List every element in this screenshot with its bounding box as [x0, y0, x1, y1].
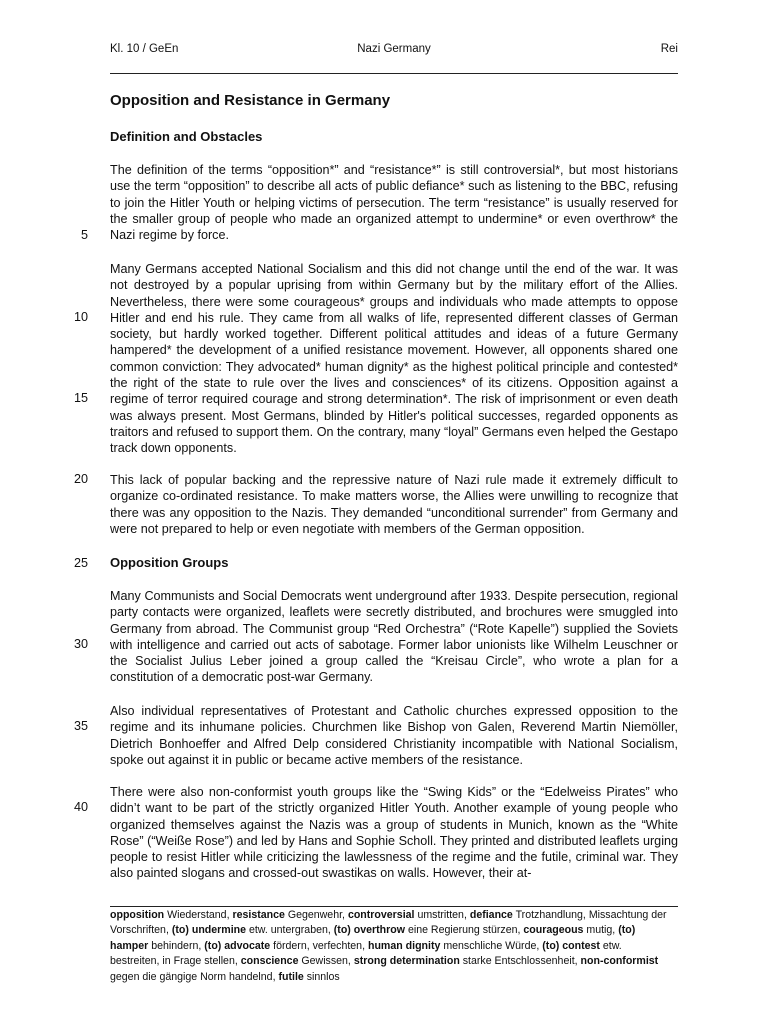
page-title: Opposition and Resistance in Germany	[110, 92, 391, 109]
header-topic: Nazi Germany	[357, 43, 431, 55]
paragraph-communists: Many Communists and Social Democrats went underground after 1933. Despite persecution, regional party contacts were organized, leaflets were secretly distributed, and brochures were smuggled into Germany from abroad. The Communist group “Red Orchestra” (“Rote Kapelle”) supplied the Soviets with intelligence and carried out acts of sabotage. Former labor unionists like Wilhelm Leuschner or the Socialist Julius Leber joined a group called the “Kreisau Circle”, who wrote a plan for a constitution of a democratic post-war Germany.	[110, 589, 678, 685]
line-number: 40	[73, 800, 88, 814]
glossary-term: resistance	[232, 909, 285, 921]
line-number: 10	[73, 310, 88, 324]
paragraph-lack-of-backing: This lack of popular backing and the repressive nature of Nazi rule made it extremely difficult to organize co-ordinated resistance. To make matters worse, the Allies were unwilling to recognize that there was any opposition to the Nazis. They demanded “unconditional surrender” from Germany and were not prepared to help or even negotiate with members of the German opposition.	[110, 473, 678, 536]
header-class-label: Kl. 10 / GeEn	[110, 43, 179, 55]
glossary-term: (to) overthrow	[333, 924, 405, 937]
glossary-definition: Gegenwehr,	[287, 909, 345, 921]
glossary-definition: Gewissen,	[301, 955, 351, 968]
glossary-term: futile	[278, 970, 304, 983]
glossary-term: strong determination	[353, 955, 460, 968]
glossary-definition: fördern, verfechten,	[273, 939, 366, 952]
section-heading-groups: Opposition Groups	[110, 555, 229, 570]
glossary-term: (to) contest	[542, 939, 600, 952]
glossary-term: controversial	[347, 909, 415, 921]
glossary-definition: umstritten,	[417, 909, 467, 921]
glossary-definition: sinnlos	[306, 970, 340, 983]
line-number: 20	[73, 472, 88, 486]
line-number: 25	[73, 556, 88, 570]
page-header	[110, 43, 678, 59]
glossary-definition: etw. bestreiten, in Frage stellen,	[110, 939, 622, 968]
line-number: 15	[73, 391, 88, 405]
glossary-term: (to) advocate	[204, 939, 271, 952]
glossary-definition: menschliche Würde,	[443, 939, 540, 952]
glossary-definition: behindern,	[151, 939, 202, 952]
glossary-definition: Wiederstand,	[167, 909, 230, 921]
header-divider	[110, 73, 678, 74]
section-heading-definition: Definition and Obstacles	[110, 129, 263, 144]
glossary-definition: mutig,	[586, 924, 616, 937]
glossary-term: (to) hamper	[110, 924, 636, 952]
glossary-definition: starke Entschlossenheit,	[462, 955, 578, 968]
glossary-term: (to) undermine	[171, 924, 246, 937]
line-number: 30	[73, 637, 88, 651]
glossary-term: human dignity	[367, 939, 441, 952]
glossary-term: defiance	[469, 909, 513, 921]
glossary-definition: Trotzhandlung, Missachtung der Vorschriften,	[110, 909, 667, 937]
vocabulary-glossary	[110, 908, 670, 985]
line-number: 35	[73, 719, 88, 733]
glossary-term: courageous	[523, 924, 584, 937]
glossary-divider	[110, 906, 678, 907]
paragraph-youth-groups: There were also non-conformist youth groups like the “Swing Kids” or the “Edelweiss Pirates” who didn’t want to be part of the strictly organized Hitler Youth. Another example of young people who organized themselves against the Nazis was a group of students in Munich, known as the “White Rose” (“Weiße Rose”) and led by Hans and Sophie Scholl. They printed and distributed leaflets urging people to resist Hitler while criticizing the lawlessness of the regime and the futile, criminal war. They also painted slogans and crossed-out swastikas on walls. However, their at-	[110, 785, 678, 881]
line-number: 5	[80, 228, 88, 242]
paragraph-acceptance: Many Germans accepted National Socialism and this did not change until the end of the war. It was not destroyed by a popular uprising from within Germany but by the military effort of the Allies. Nevertheless, there were some courageous* groups and individuals who made attempts to oppose Hitler and end his rule. They came from all walks of life, represented different classes of German society, but hardly worked together. Different political attitudes and ideas of a future Germany hampered* the development of a unified resistance movement. However, all opponents shared one common conviction: They advocated* human dignity* as the highest political principle and contested* the right of the state to rule over the lives and consciences* of its citizens. Opposition against a regime of terror required courage and strong determination*. The risk of imprisonment or even death was always present. Most Germans, blinded by Hitler's political successes, regarded opponents as traitors and refused to support them. On the contrary, many “loyal” Germans even helped the Gestapo track down opponents.	[110, 262, 678, 456]
glossary-definition: etw. untergraben,	[248, 924, 331, 937]
paragraph-definition: The definition of the terms “opposition*” and “resistance*” is still controversial*, but most historians use the term “opposition” to describe all acts of public defiance* such as listening to the BBC, refusing to join the Hitler Youth or helping victims of persecution. The term “resistance” is usually reserved for the smaller group of people who made an organized attempt to undermine* or even overthrow* the Nazi regime by force.	[110, 163, 678, 243]
glossary-term: opposition	[110, 909, 165, 921]
header-author: Rei	[660, 43, 678, 55]
glossary-term: non-conformist	[580, 955, 659, 968]
paragraph-churches: Also individual representatives of Protestant and Catholic churches expressed opposition to the regime and its inhumane policies. Churchmen like Bishop von Galen, Reverend Martin Niemöller, Dietrich Bonhoeffer and Alfred Delp considered Christianity incompatible with National Socialism, spoke out against it in public or became active members of the resistance.	[110, 704, 678, 767]
glossary-term: conscience	[240, 955, 299, 968]
glossary-definition: eine Regierung stürzen,	[407, 924, 521, 937]
glossary-definition: gegen die gängige Norm handelnd,	[110, 970, 276, 983]
